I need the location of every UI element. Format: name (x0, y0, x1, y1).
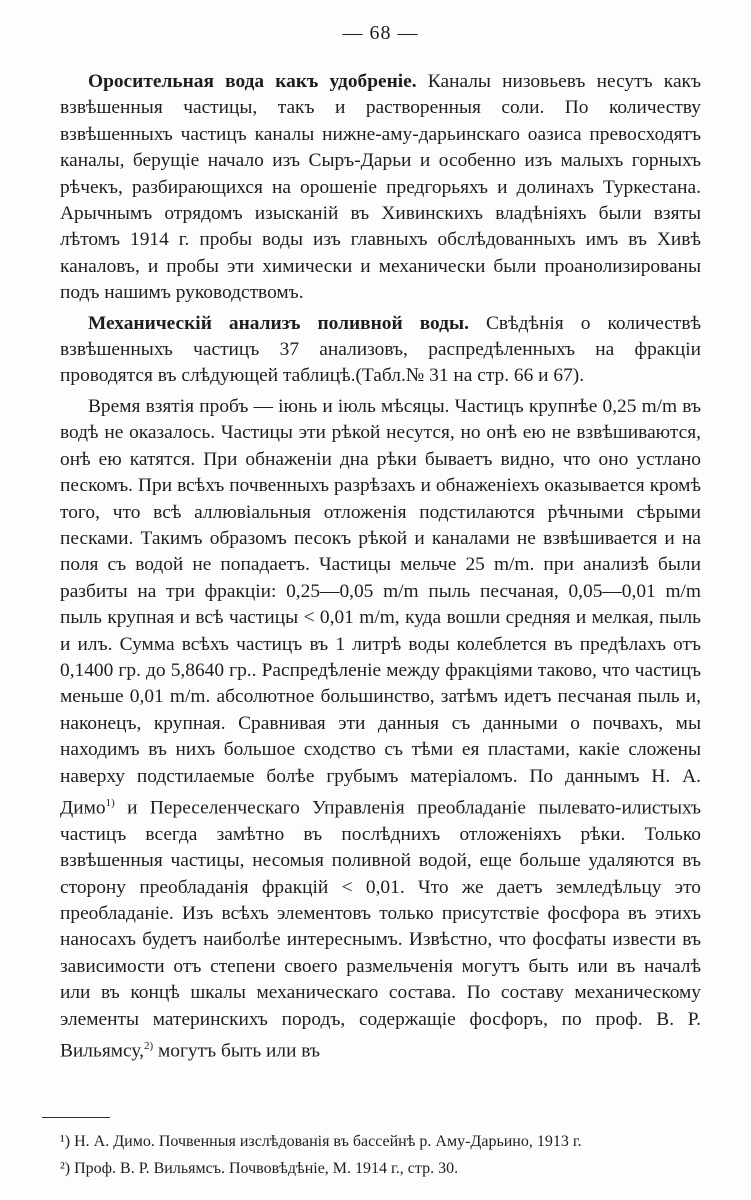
paragraph-mechanical-analysis (60, 311, 701, 390)
footnote-ref-2: 2) (143, 1040, 154, 1053)
paragraph-text: Время взятія пробъ — іюнь и іюль мѣсяцы. Частицъ крупнѣе 0,25 m/m въ водѣ не оказалось. Частицы эти рѣкой несутся, но онѣ ею не взвѣшиваются, онѣ ею катятся. При обнаженіи дна рѣки бываетъ видно, что оно устлано пескомъ. При всѣхъ почвенныхъ разрѣзахъ и обнаженіехъ оказывается кромѣ того, что всѣ аллювіальныя отложенія подстилаются рѣчными сѣрыми песками. Такимъ образомъ песокъ рѣкой и каналами не взвѣшивается и на поля съ водой не попадаетъ. Частицы мельче 25 m/m. при анализѣ были разбиты на три фракціи: 0,25—0,05 m/m пыль песчаная, 0,05—0,01 m/m пыль крупная и всѣ частицы < 0,01 m/m, куда вошли средняя и мелкая, пыль и илъ. Сумма всѣхъ частицъ въ 1 литрѣ воды колеблется въ предѣлахъ отъ 0,1400 гр. до 5,8640 гр.. Распредѣленіе между фракціями таково, что частицъ меньше 0,01 m/m. абсолютное большинство, затѣмъ идетъ песчаная пыль и, наконецъ, крупная. Сравнивая эти данныя съ данными о почвахъ, мы находимъ въ нихъ большое сходство съ тѣми ея пластами, какіе сложены наверху подстилаемые болѣе грубымъ матеріаломъ. По даннымъ Н. А. Димо (60, 395, 701, 819)
footnotes (60, 1128, 700, 1182)
footnote-1: ¹) Н. А. Димо. Почвенныя изслѣдованія въ бассейнѣ р. Аму-Дарьино, 1913 г. (60, 1133, 582, 1150)
footnote-divider (42, 1117, 110, 1118)
paragraph-sampling (60, 394, 701, 1065)
paragraph-text: Каналы низовьевъ несутъ какъ взвѣшенныя частицы, такъ и растворенныя соли. По количеству взвѣшенныхъ частицъ каналы нижне-аму-дарьинскаго оазиса превосходятъ каналы, берущіе начало изъ Сыръ-Дарьи и особенно изъ малыхъ горныхъ рѣчекъ, разбирающихся на орошеніе предгорьяхъ и долинахъ Туркестана. Арычнымъ отрядомъ изысканій въ Хивинскихъ владѣніяхъ были взяты лѣтомъ 1914 г. пробы воды изъ главныхъ обслѣдованныхъ имъ въ Хивѣ каналовъ, и пробы эти химически и механически были проанолизированы подъ нашимъ руководствомъ. (60, 71, 701, 304)
footnote-ref-1: 1) (105, 796, 115, 809)
paragraph-text: и Переселенческаго Управленія преобладаніе пылевато-илистыхъ частицъ всегда замѣтно въ послѣднихъ отложеніяхъ рѣки. Только взвѣшенныя частицы, несомыя поливной водой, еще больше удаляются въ сторону преобладанія фракцій < 0,01. Что же даетъ земледѣльцу это преобладаніе. Изъ всѣхъ элементовъ только присутствіе фосфора въ этихъ наносахъ будетъ наиболѣе интереснымъ. Извѣстно, что фосфаты извести въ зависимости отъ степени своего размельченія могутъ быть или въ началѣ или въ концѣ шкалы механическаго состава. По составу механическому элементы материнскихъ породъ, содержащіе фосфоръ, по проф. В. Р. Вильямсу, (60, 797, 701, 1062)
page-number: — 68 — (342, 22, 419, 44)
paragraph-text: могутъ быть или въ (153, 1040, 321, 1062)
footnote-2: ²) Проф. В. Р. Вильямсъ. Почвовѣдѣніе, М. 1914 г., стр. 30. (60, 1160, 459, 1177)
paragraph-irrigation-water (60, 69, 701, 307)
paragraph-text: Свѣдѣнія о количествѣ взвѣшенныхъ частицъ 37 анализовъ, распредѣленныхъ на фракціи проводятся въ слѣдующей таблицѣ.(Табл.№ 31 на стр. 66 и 67). (60, 312, 701, 387)
heading-mechanical-analysis: Механическій анализъ поливной воды. (88, 312, 469, 334)
heading-irrigation-water: Оросительная вода какъ удобреніе. (88, 71, 417, 92)
